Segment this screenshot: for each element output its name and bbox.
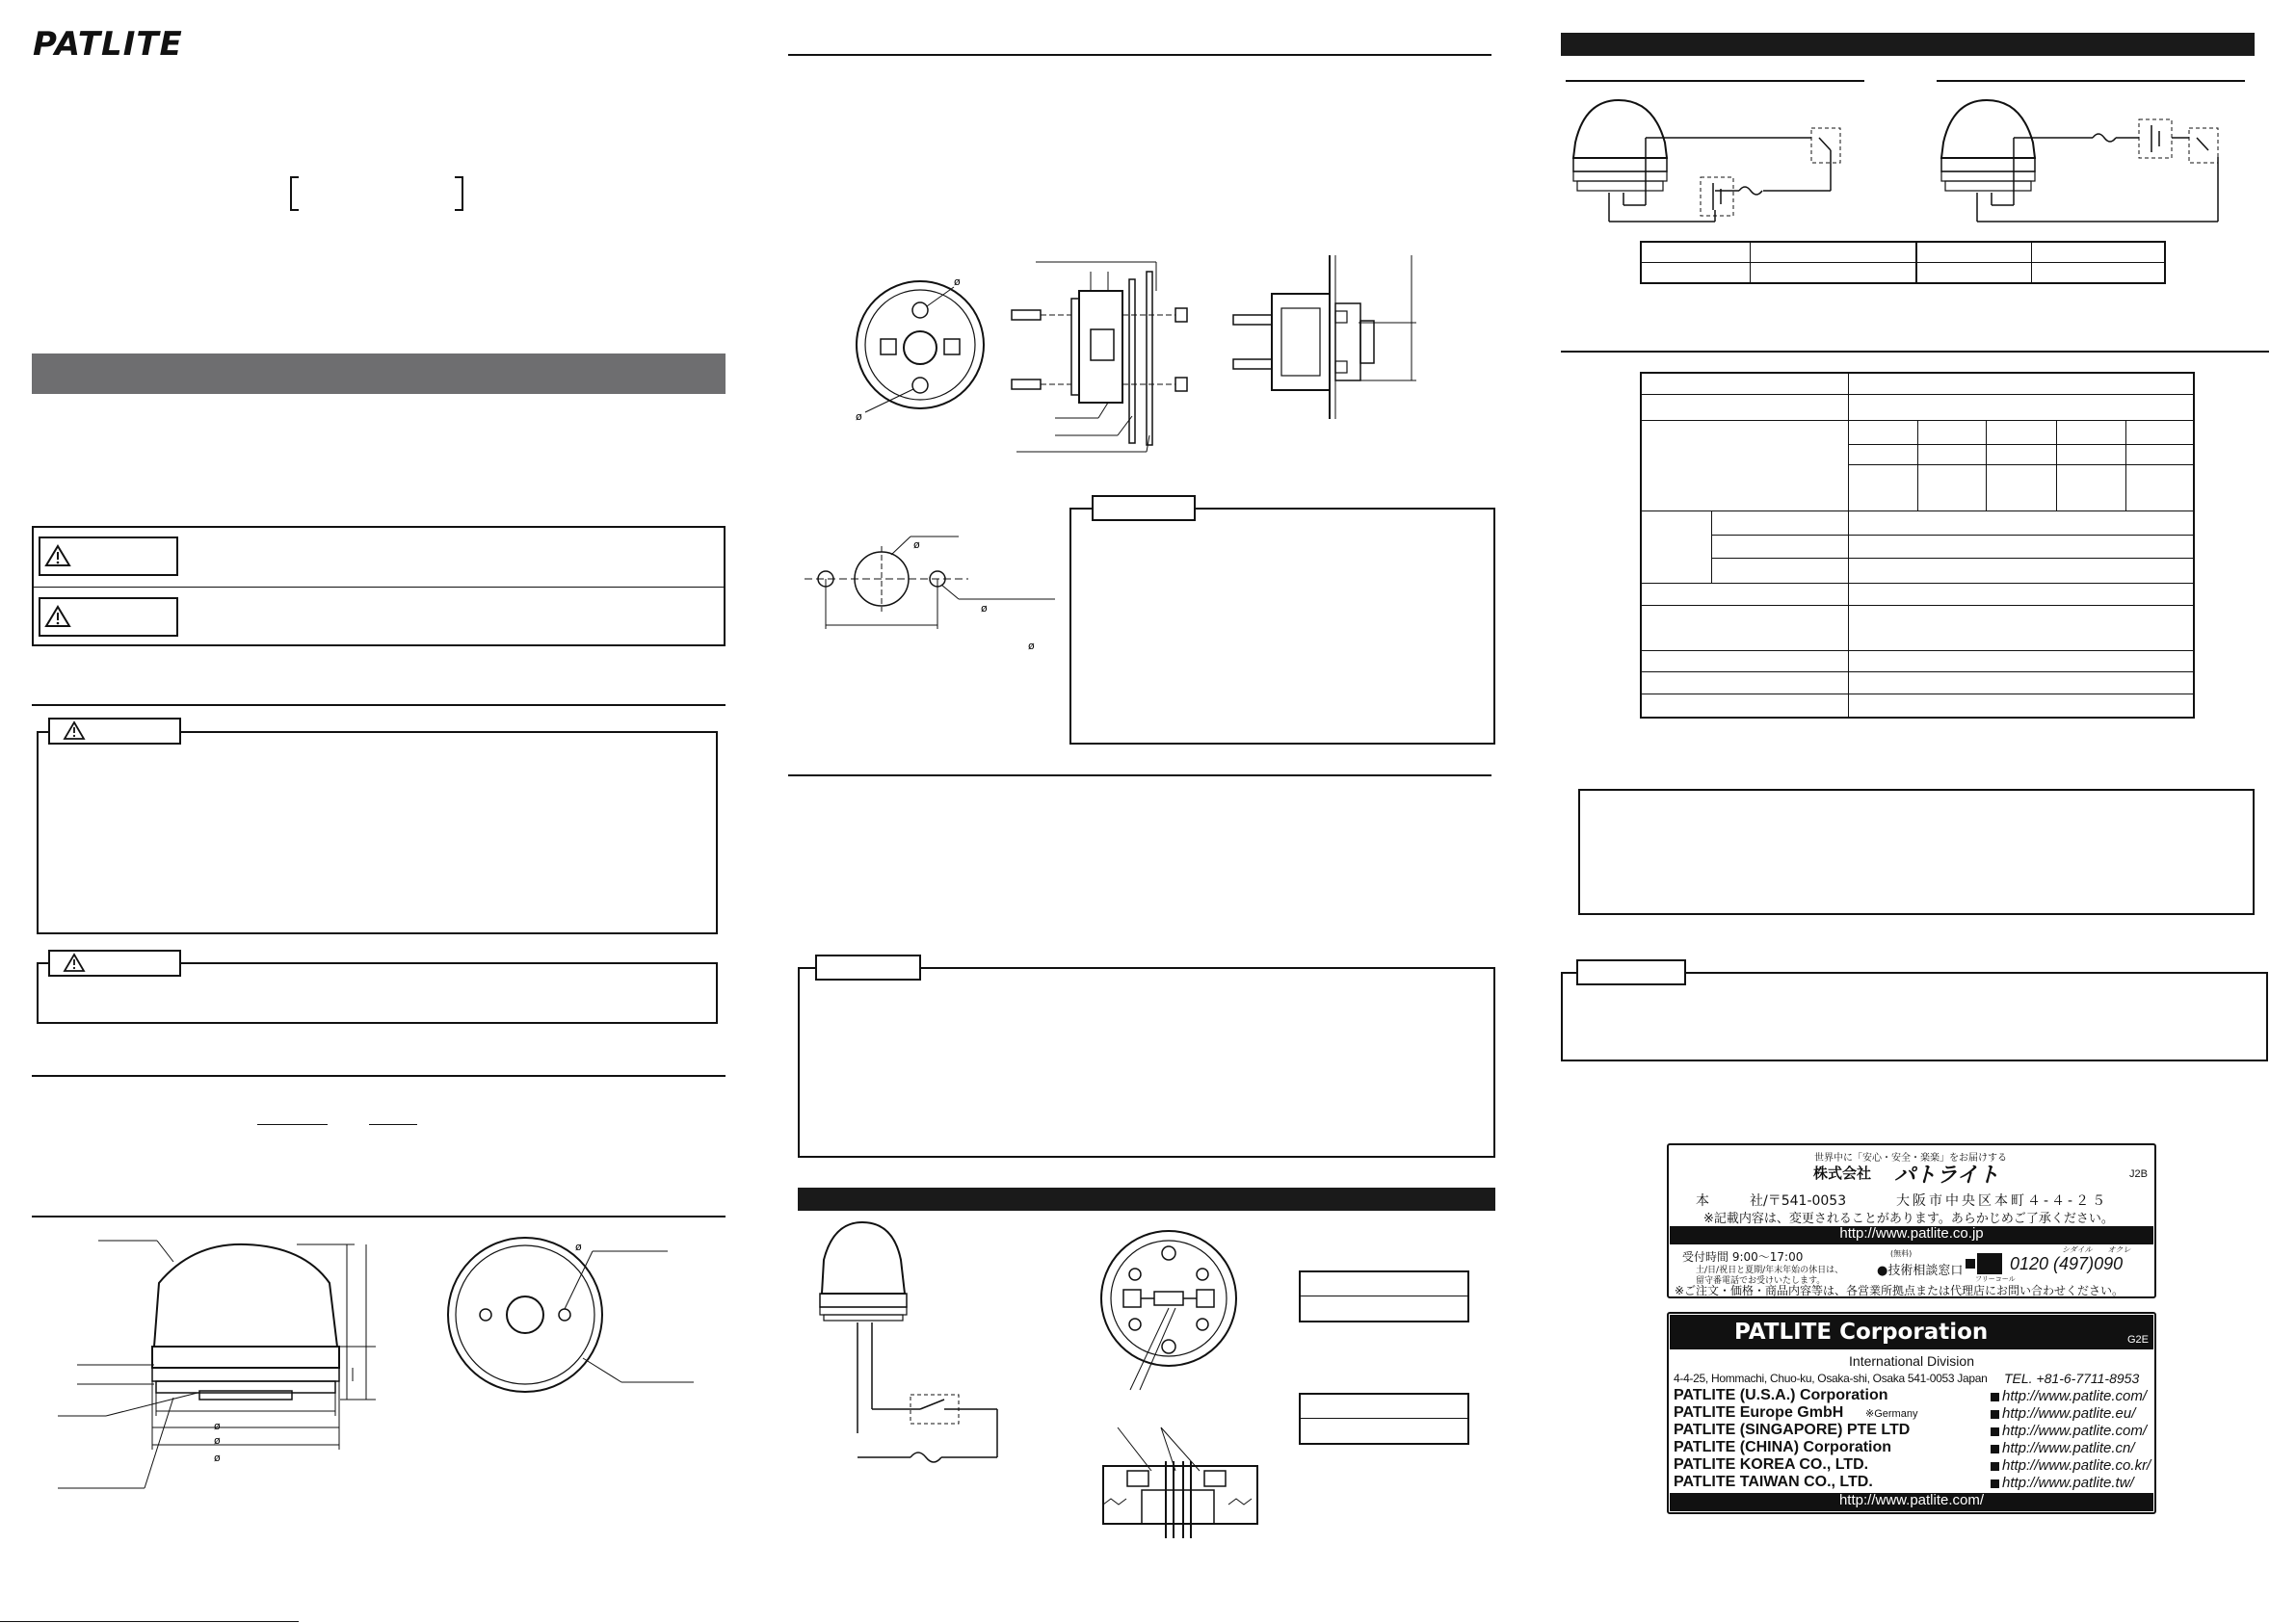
freecall-badge <box>1977 1253 2002 1274</box>
jp-hours-note-1: 土/日/祝日と夏期/年末年始の休日は、 <box>1696 1266 1844 1275</box>
diameter-mark: ø <box>1028 640 1035 652</box>
dimension-bottom-view <box>448 1238 699 1401</box>
jp-freedial: 0120 (497)090 <box>2010 1254 2124 1273</box>
jp-hq-address: 大阪市中央区本町４-４-２５ <box>1896 1193 2109 1209</box>
subsection-rule <box>1566 80 1864 82</box>
wire-spec-table-1 <box>1299 1270 1469 1322</box>
warning-icon <box>45 545 70 566</box>
diameter-mark: ø <box>913 538 920 551</box>
footer-rule <box>0 1621 299 1622</box>
intl-division: International Division <box>1849 1353 1974 1369</box>
jp-notice: ※記載内容は、変更されることがあります。あらかじめご了承ください。 <box>1703 1212 2114 1226</box>
office-bullet <box>1991 1479 1999 1488</box>
section-rule <box>1561 351 2269 353</box>
wire-spec-table-2 <box>1299 1393 1469 1445</box>
jp-url[interactable]: http://www.patlite.co.jp <box>1839 1225 1984 1242</box>
wiring-note-tag <box>815 955 921 981</box>
office-bullet <box>1991 1462 1999 1471</box>
wiring-diagram-switch <box>805 1217 1016 1472</box>
mounting-note-tag <box>1092 495 1196 521</box>
connection-spec-table <box>1640 241 2166 284</box>
underline <box>369 1124 417 1125</box>
jp-footer-note: ※ご注文・価格・商品内容等は、各営業所拠点または代理店にお問い合わせください。 <box>1675 1284 2124 1297</box>
intl-url[interactable]: http://www.patlite.com/ <box>1838 1492 1985 1508</box>
office-url[interactable]: http://www.patlite.co.kr/ <box>2002 1457 2151 1474</box>
diameter-mark: ø <box>214 1434 221 1447</box>
section-rule <box>32 1216 726 1217</box>
mounting-note-box <box>1069 508 1495 745</box>
diameter-mark: ø <box>575 1241 582 1253</box>
subsection-rule <box>1937 80 2245 82</box>
jp-company: 株式会社 <box>1813 1165 1872 1182</box>
dimension-side-view <box>48 1233 366 1503</box>
panel-hole-pattern <box>805 535 1065 660</box>
jp-consult: ●技術相談窓口 <box>1877 1264 1964 1278</box>
section-rule <box>788 774 1491 776</box>
office-name: PATLITE (CHINA) Corporation <box>1674 1439 1892 1455</box>
section-rule <box>32 1075 726 1077</box>
office-bullet <box>1991 1445 1999 1453</box>
diameter-mark: ø <box>214 1420 221 1432</box>
terminal-block-view <box>1096 1217 1251 1409</box>
office-name: PATLITE TAIWAN CO., LTD. <box>1674 1474 1873 1490</box>
specifications-table <box>1640 372 2195 719</box>
office-name: PATLITE (U.S.A.) Corporation <box>1674 1387 1888 1403</box>
wiring-section-bar <box>798 1188 1495 1211</box>
office-bullet <box>1991 1410 1999 1419</box>
diameter-mark: ø <box>981 602 988 615</box>
office-bullet <box>1991 1427 1999 1436</box>
patlite-logo: PATLITE <box>33 25 183 64</box>
freecall-square <box>1966 1259 1975 1269</box>
diameter-mark: ø <box>214 1452 221 1464</box>
maintenance-note-tag <box>1576 959 1686 985</box>
intl-address: 4-4-25, Hommachi, Chuo-ku, Osaka-shi, Osaka 541-0053 Japan <box>1674 1372 1988 1385</box>
freecall-caption: フリーコール <box>1975 1275 2016 1283</box>
office-name: PATLITE KOREA CO., LTD. <box>1674 1456 1869 1473</box>
warning-box <box>37 731 718 934</box>
office-url[interactable]: http://www.patlite.eu/ <box>2002 1405 2136 1422</box>
jp-hq-label: 本 社/〒541-0053 <box>1696 1193 1847 1209</box>
office-url[interactable]: http://www.patlite.com/ <box>2002 1388 2148 1404</box>
diameter-mark: ø <box>954 275 961 288</box>
wiring-note-box <box>798 967 1495 1158</box>
caution-icon <box>45 606 70 627</box>
warning-tag-icon <box>64 721 85 740</box>
jp-free-label: (無料) <box>1890 1249 1913 1258</box>
mounted-assembly <box>1224 246 1426 429</box>
office-name: PATLITE Europe GmbH <box>1674 1404 1844 1421</box>
terminal-cross-section <box>1098 1418 1272 1543</box>
model-bracket <box>289 175 472 214</box>
office-bullet <box>1991 1393 1999 1401</box>
connection-section-bar <box>1561 33 2255 56</box>
office-url[interactable]: http://www.patlite.cn/ <box>2002 1440 2135 1456</box>
jp-hours-note-2: 留守番電話でお受けいたします。 <box>1696 1276 1826 1286</box>
jp-hours: 受付時間 9:00〜17:00 <box>1682 1250 1804 1264</box>
section-header-bar <box>32 353 726 394</box>
diameter-mark: ø <box>856 410 862 423</box>
mounting-exploded-side <box>1002 252 1204 459</box>
intl-code: G2E <box>2127 1334 2150 1346</box>
section-rule <box>788 54 1491 56</box>
intl-title: PATLITE Corporation <box>1734 1320 1989 1345</box>
office-url[interactable]: http://www.patlite.tw/ <box>2002 1475 2134 1491</box>
mounting-base-front <box>848 268 992 432</box>
caution-tag-icon <box>64 954 85 972</box>
office-name: PATLITE (SINGAPORE) PTE LTD <box>1674 1422 1911 1438</box>
jp-code: J2B <box>2129 1168 2148 1180</box>
info-box <box>1578 789 2255 915</box>
intl-tel: TEL. +81-6-7711-8953 <box>2004 1371 2140 1386</box>
connection-diagram-sink <box>1570 94 1850 229</box>
jp-tagline: 世界中に「安心・安全・楽楽」をお届けする <box>1814 1153 2007 1164</box>
connection-diagram-source <box>1939 94 2228 229</box>
jp-freedial-ruby: シダイル オクレ <box>2062 1245 2131 1254</box>
jp-brand-kana: パトライト <box>1894 1164 1999 1188</box>
underline <box>257 1124 328 1125</box>
office-url[interactable]: http://www.patlite.com/ <box>2002 1423 2148 1439</box>
section-rule <box>32 704 726 706</box>
office-note: ※Germany <box>1865 1408 1918 1420</box>
